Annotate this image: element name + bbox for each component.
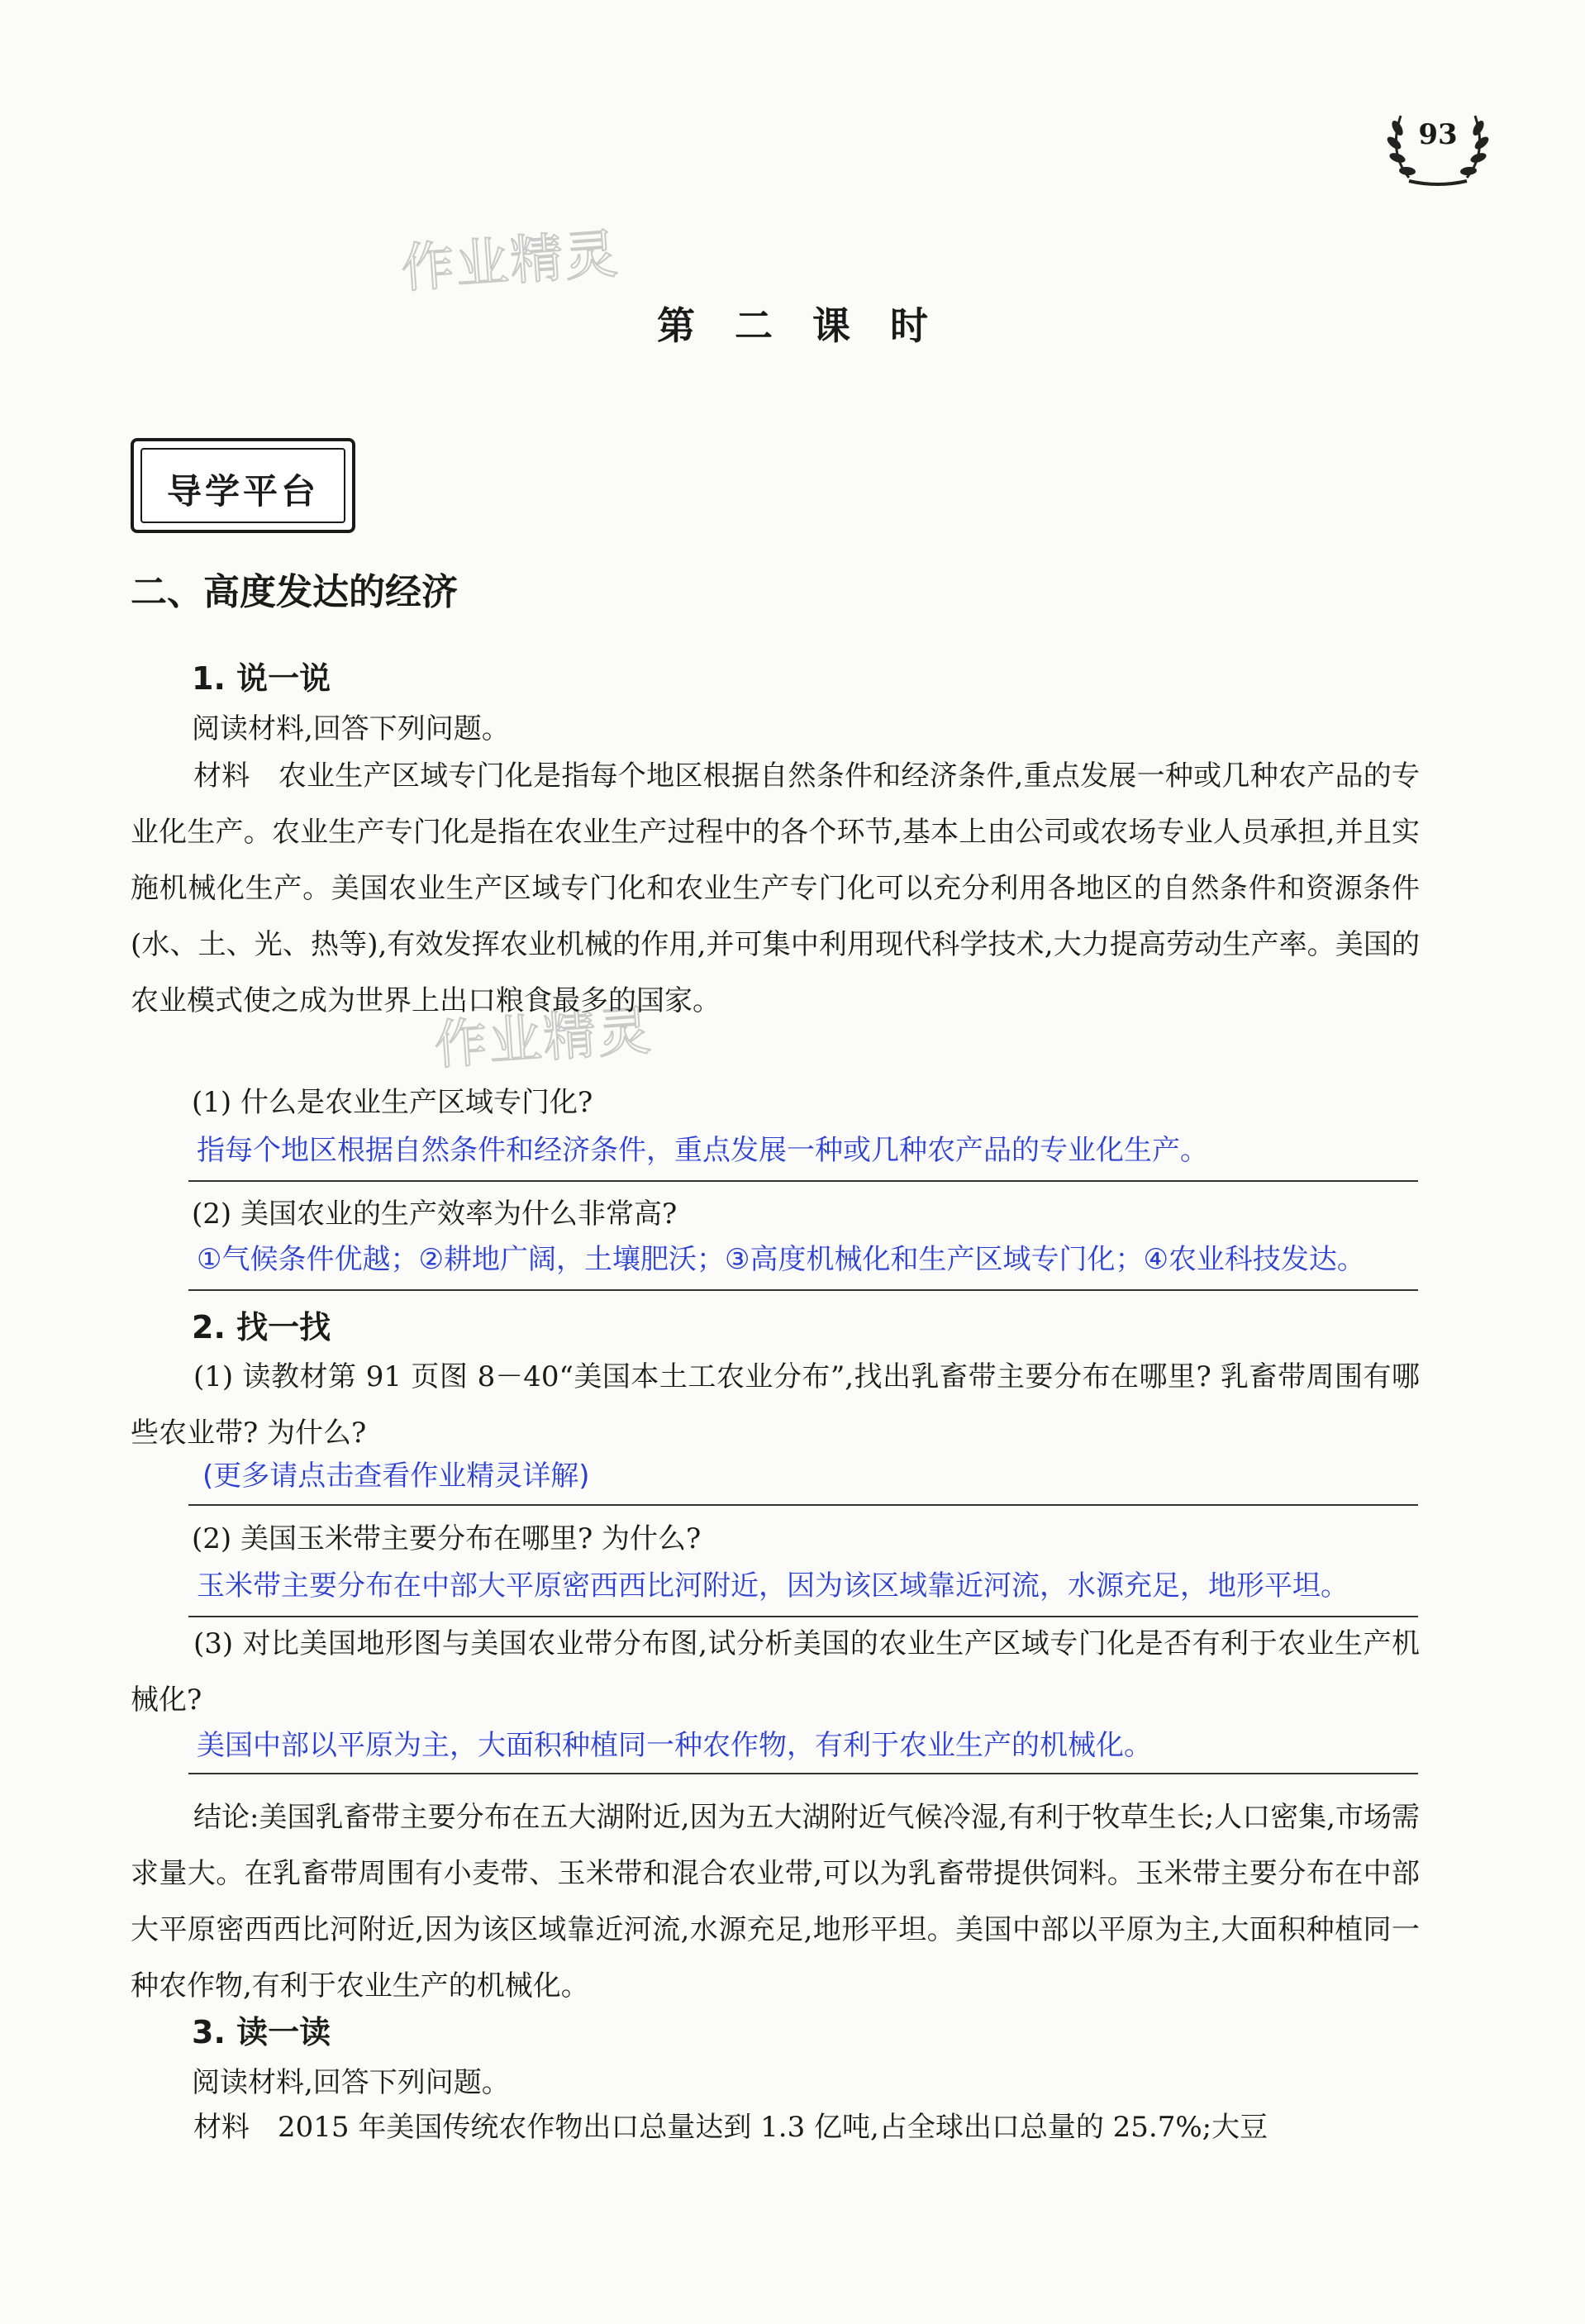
answer-line — [188, 1773, 1418, 1774]
question: (2) 美国玉米带主要分布在哪里? 为什么? — [192, 1522, 702, 1555]
answer-line — [188, 1504, 1418, 1506]
section-badge — [131, 438, 355, 533]
subsection-heading: 1. 说一说 — [192, 660, 331, 697]
instruction: 阅读材料,回答下列问题。 — [192, 712, 510, 745]
answer-text: ①气候条件优越；②耕地广阔，土壤肥沃；③高度机械化和生产区域专门化；④农业科技发达。 — [197, 1243, 1365, 1276]
page-number-laurel — [1376, 95, 1500, 194]
material-paragraph: 材料 农业生产区域专门化是指每个地区根据自然条件和经济条件,重点发展一种或几种农产品的专业化生产。农业生产专门化是指在农业生产过程中的各个环节,基本上由公司或农场专业人员承担,并且实施机械化生产。美国农业生产区域专门化和农业生产专门化可以充分利用各地区的自然条件和资源条件(水、土、光、热等),有效发挥农业机械的作用,并可集中利用现代科学技术,大力提高劳动生产率。美国的农业模式使之成为世界上出口粮食最多的国家。 — [131, 760, 1420, 1017]
conclusion-paragraph: 结论:美国乳畜带主要分布在五大湖附近,因为五大湖附近气候冷湿,有利于牧草生长;人口密集,市场需求量大。在乳畜带周围有小麦带、玉米带和混合农业带,可以为乳畜带提供饲料。玉米带主要分布在中部大平原密西西比河附近,因为该区域靠近河流,水源充足,地形平坦。美国中部以平原为主,大面积种植同一种农作物,有利于农业生产的机械化。 — [131, 1801, 1420, 2003]
subsection-heading: 2. 找一找 — [192, 1309, 331, 1345]
answer-text: 玉米带主要分布在中部大平原密西西比河附近，因为该区域靠近河流，水源充足，地形平坦。 — [197, 1569, 1349, 1603]
answer-line — [188, 1289, 1418, 1291]
page-number: 93 — [1418, 118, 1458, 151]
answer-text: 指每个地区根据自然条件和经济条件，重点发展一种或几种农产品的专业化生产。 — [197, 1134, 1208, 1167]
answer-link[interactable]: (更多请点击查看作业精灵详解) — [202, 1460, 590, 1493]
question: (1) 什么是农业生产区域专门化? — [192, 1086, 593, 1119]
answer-text: 美国中部以平原为主，大面积种植同一种农作物，有利于农业生产的机械化。 — [197, 1729, 1152, 1762]
watermark: 作业精灵 — [399, 223, 621, 301]
question: (3) 对比美国地形图与美国农业带分布图,试分析美国的农业生产区域专门化是否有利于农业生产机械化? — [131, 1627, 1420, 1717]
lesson-title: 第二课时 — [657, 303, 968, 348]
material-paragraph: 材料 2015 年美国传统农作物出口总量达到 1.3 亿吨,占全球出口总量的 25.7%;大豆 — [193, 2111, 1268, 2144]
watermark: 作业精灵 — [432, 1000, 654, 1078]
instruction: 阅读材料,回答下列问题。 — [192, 2066, 510, 2099]
question: (2) 美国农业的生产效率为什么非常高? — [192, 1198, 678, 1231]
badge-label: 导学平台 — [166, 471, 319, 512]
subsection-heading: 3. 读一读 — [192, 2014, 331, 2050]
question: (1) 读教材第 91 页图 8－40“美国本土工农业分布”,找出乳畜带主要分布在哪里? 乳畜带周围有哪些农业带? 为什么? — [131, 1360, 1420, 1450]
answer-line — [188, 1180, 1418, 1182]
section-heading: 二、高度发达的经济 — [131, 571, 458, 613]
